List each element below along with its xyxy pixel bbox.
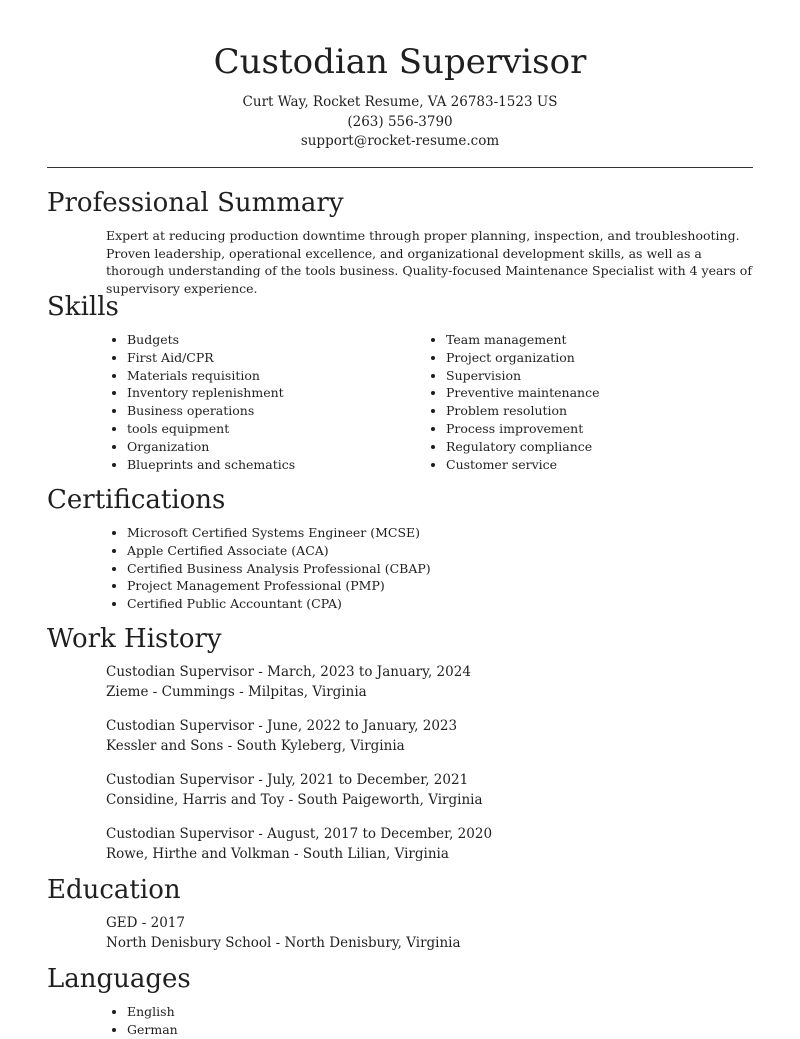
work-role-line: Custodian Supervisor - August, 2017 to December, 2020 <box>106 826 493 842</box>
work-company-line: Kessler and Sons - South Kyleberg, Virginia <box>106 738 405 754</box>
skills-heading: Skills <box>47 292 119 322</box>
skill-item: • Budgets <box>127 331 295 349</box>
skills-list-left <box>106 331 295 473</box>
language-item: • German <box>127 1021 178 1039</box>
work-entry <box>106 824 492 864</box>
languages-heading: Languages <box>47 964 191 994</box>
languages-list <box>106 1003 178 1039</box>
certification-item: • Certified Public Accountant (CPA) <box>127 595 431 613</box>
work-role-line: Custodian Supervisor - July, 2021 to December, 2021 <box>106 772 469 788</box>
summary-text: Expert at reducing production downtime through proper planning, inspection, and troubleshooting. Proven leadership, operational excellence, and organizational development skills, as well as a thorough understanding of the tools business. Quality-focused Maintenance Specialist with 4 years of supervisory experience. <box>106 228 752 297</box>
contact-email: support@rocket-resume.com <box>300 133 500 149</box>
education-school-line: North Denisbury School - North Denisbury, Virginia <box>106 935 461 951</box>
skill-item: • Blueprints and schematics <box>127 456 295 474</box>
certification-item: • Certified Business Analysis Professional (CBAP) <box>127 560 431 578</box>
skill-item: • Customer service <box>446 456 599 474</box>
work-entry <box>106 770 483 810</box>
contact-address: Curt Way, Rocket Resume, VA 26783-1523 US <box>242 94 558 110</box>
skill-item: • Project organization <box>446 349 599 367</box>
certification-item: • Apple Certified Associate (ACA) <box>127 542 431 560</box>
skill-item: • Regulatory compliance <box>446 438 599 456</box>
work-company-line: Zieme - Cummings - Milpitas, Virginia <box>106 684 367 700</box>
skill-item: • Supervision <box>446 367 599 385</box>
contact-block <box>0 93 800 152</box>
certification-item: • Project Management Professional (PMP) <box>127 577 431 595</box>
work-entry <box>106 716 457 756</box>
skill-item: • tools equipment <box>127 420 295 438</box>
skill-item: • Team management <box>446 331 599 349</box>
contact-phone: (263) 556-3790 <box>347 113 453 130</box>
resume-name: Custodian Supervisor <box>213 42 587 82</box>
skill-item: • Organization <box>127 438 295 456</box>
work-role-line: Custodian Supervisor - June, 2022 to January, 2023 <box>106 718 458 734</box>
certifications-list <box>106 524 431 613</box>
skill-item: • Preventive maintenance <box>446 384 599 402</box>
work-role-line: Custodian Supervisor - March, 2023 to January, 2024 <box>106 664 471 680</box>
summary-heading: Professional Summary <box>47 188 344 218</box>
education-heading: Education <box>47 875 181 905</box>
work-company-line: Rowe, Hirthe and Volkman - South Lilian, Virginia <box>106 846 449 862</box>
education-entry <box>106 913 461 953</box>
skill-item: • First Aid/CPR <box>127 349 295 367</box>
certification-item: • Microsoft Certified Systems Engineer (MCSE) <box>127 524 431 542</box>
skill-item: • Problem resolution <box>446 402 599 420</box>
skill-item: • Process improvement <box>446 420 599 438</box>
work-company-line: Considine, Harris and Toy - South Paigeworth, Virginia <box>106 792 483 808</box>
work-entry <box>106 662 471 702</box>
skill-item: • Inventory replenishment <box>127 384 295 402</box>
skills-list-right <box>425 331 599 473</box>
education-degree-line: GED - 2017 <box>106 915 185 931</box>
skill-item: • Business operations <box>127 402 295 420</box>
work-history-heading: Work History <box>47 624 222 654</box>
language-item: • English <box>127 1003 178 1021</box>
skill-item: • Materials requisition <box>127 367 295 385</box>
certifications-heading: Certifications <box>47 485 226 515</box>
header-divider <box>47 167 753 168</box>
